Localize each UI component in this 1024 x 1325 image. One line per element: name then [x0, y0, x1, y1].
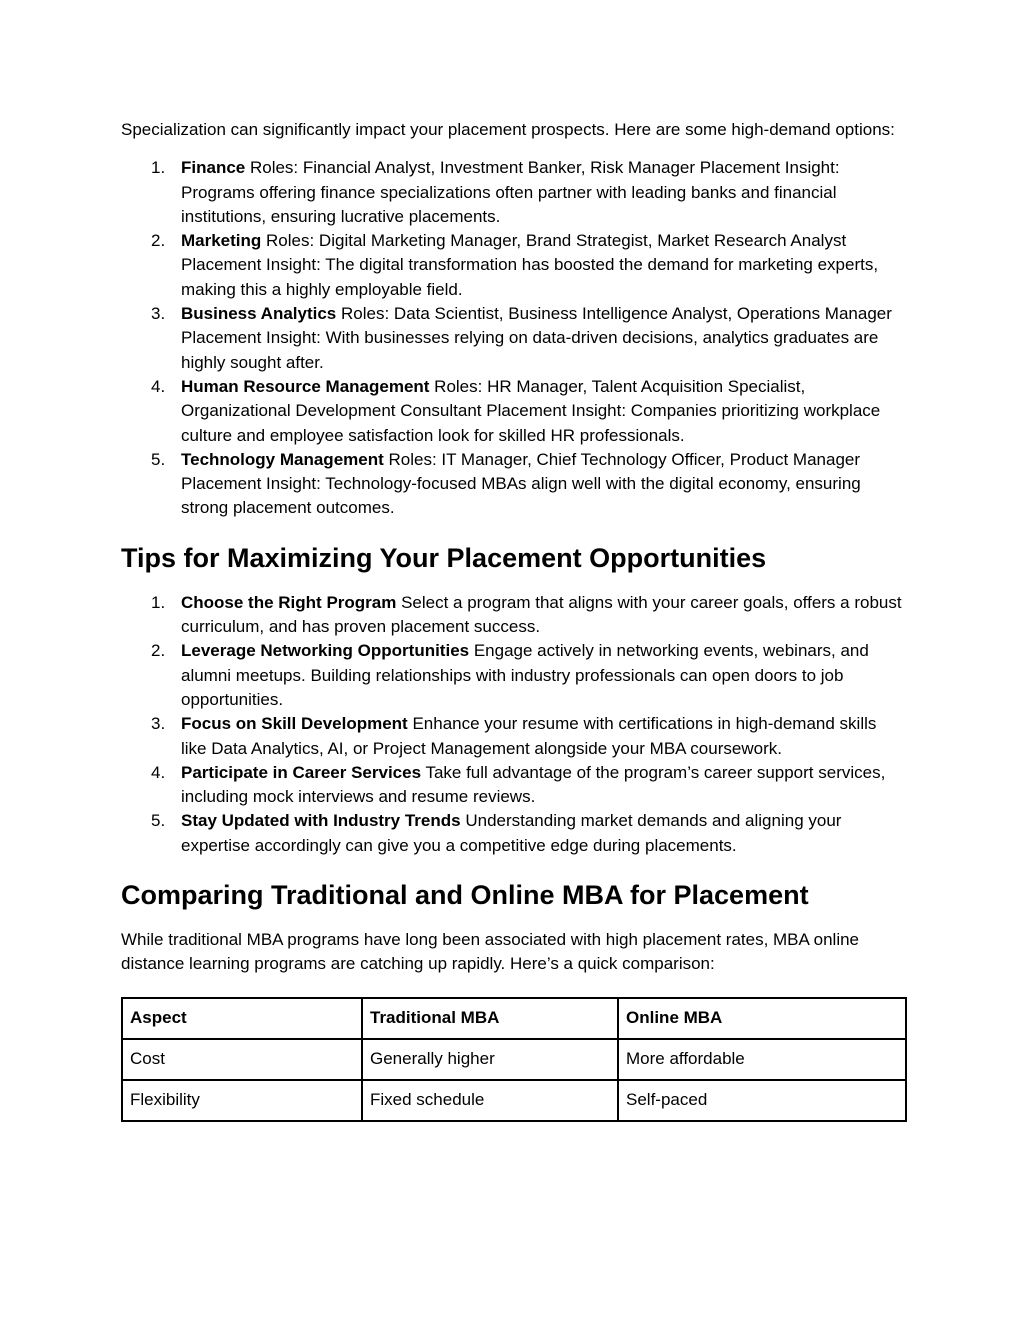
item-title: Leverage Networking Opportunities: [181, 641, 470, 661]
item-title: Participate in Career Services: [181, 762, 422, 782]
table-cell: Self-paced: [618, 1080, 906, 1121]
table-cell: Cost: [122, 1039, 362, 1080]
tips-list: [121, 591, 905, 858]
list-item: [121, 761, 905, 810]
list-item: [121, 156, 905, 229]
list-item: [121, 591, 905, 640]
table-cell: Flexibility: [122, 1080, 362, 1121]
list-item: [121, 448, 905, 521]
comparison-table: [121, 997, 907, 1122]
list-number: 3.: [151, 304, 166, 324]
list-item: [121, 639, 905, 712]
item-text: Roles: HR Manager, Talent Acquisition Specialist, Organizational Development Consultant Placement Insight: Companies prioritizing workplace culture and employee satisfaction look for skilled HR professionals.: [181, 376, 881, 445]
compare-heading: Comparing Traditional and Online MBA for Placement: [121, 880, 809, 911]
item-title: Human Resource Management: [181, 376, 430, 396]
item-text: Roles: Financial Analyst, Investment Banker, Risk Manager Placement Insight: Programs offering finance specializations often partner with leading banks and financial institutions, ensuring lucrative placements.: [181, 158, 840, 226]
tips-heading: Tips for Maximizing Your Placement Opportunities: [121, 542, 767, 573]
compare-intro: While traditional MBA programs have long been associated with high placement rates, MBA online distance learning programs are catching up rapidly. Here’s a quick comparison:: [121, 930, 860, 974]
list-number: 2.: [151, 641, 166, 661]
table-header-cell: Online MBA: [618, 998, 906, 1039]
specializations-list: [121, 156, 905, 520]
item-title: Finance: [181, 158, 246, 178]
item-text: Select a program that aligns with your career goals, offers a robust curriculum, and has proven placement success.: [181, 592, 902, 637]
table-row: [122, 1080, 906, 1121]
list-number: 1.: [151, 592, 166, 612]
item-title: Technology Management: [181, 449, 384, 469]
item-text: Engage actively in networking events, webinars, and alumni meetups. Building relationships with industry professionals can open doors to job opportunities.: [181, 641, 869, 709]
list-number: 4.: [151, 376, 166, 396]
list-item: [121, 712, 905, 761]
list-item: [121, 302, 905, 375]
intro-paragraph: Specialization can significantly impact your placement prospects. Here are some high-demand options:: [121, 120, 895, 139]
table-row: [122, 1039, 906, 1080]
item-title: Choose the Right Program: [181, 592, 397, 612]
item-text: Roles: Data Scientist, Business Intelligence Analyst, Operations Manager Placement Insight: With businesses relying on data-driven decisions, analytics graduates are highly sought after.: [181, 304, 892, 372]
table-header-cell: Aspect: [122, 998, 362, 1039]
table-header-cell: Traditional MBA: [362, 998, 618, 1039]
item-title: Marketing: [181, 231, 262, 251]
document-page: [121, 118, 905, 1122]
item-text: Take full advantage of the program’s career support services, including mock interviews and resume reviews.: [181, 762, 886, 807]
item-text: Enhance your resume with certifications in high-demand skills like Data Analytics, AI, or Project Management alongside your MBA coursework.: [181, 714, 877, 758]
item-text: Understanding market demands and aligning your expertise accordingly can give you a competitive edge during placements.: [181, 811, 842, 855]
item-title: Business Analytics: [181, 304, 337, 324]
list-number: 5.: [151, 811, 166, 831]
item-text: Roles: Digital Marketing Manager, Brand Strategist, Market Research Analyst Placement Insight: The digital transformation has boosted the demand for marketing experts, making this a highly employable field.: [181, 231, 879, 299]
item-text: Roles: IT Manager, Chief Technology Officer, Product Manager Placement Insight: Technology-focused MBAs align well with the digital economy, ensuring strong placement outcomes.: [181, 449, 861, 518]
list-number: 1.: [151, 158, 166, 178]
list-number: 4.: [151, 762, 166, 782]
item-title: Focus on Skill Development: [181, 714, 408, 734]
list-number: 5.: [151, 449, 166, 469]
table-cell: Fixed schedule: [362, 1080, 618, 1121]
table-cell: Generally higher: [362, 1039, 618, 1080]
table-header-row: [122, 998, 906, 1039]
list-number: 3.: [151, 714, 166, 734]
list-item: [121, 809, 905, 858]
item-title: Stay Updated with Industry Trends: [181, 811, 461, 831]
list-number: 2.: [151, 231, 166, 251]
table-cell: More affordable: [618, 1039, 906, 1080]
list-item: [121, 375, 905, 448]
list-item: [121, 229, 905, 302]
